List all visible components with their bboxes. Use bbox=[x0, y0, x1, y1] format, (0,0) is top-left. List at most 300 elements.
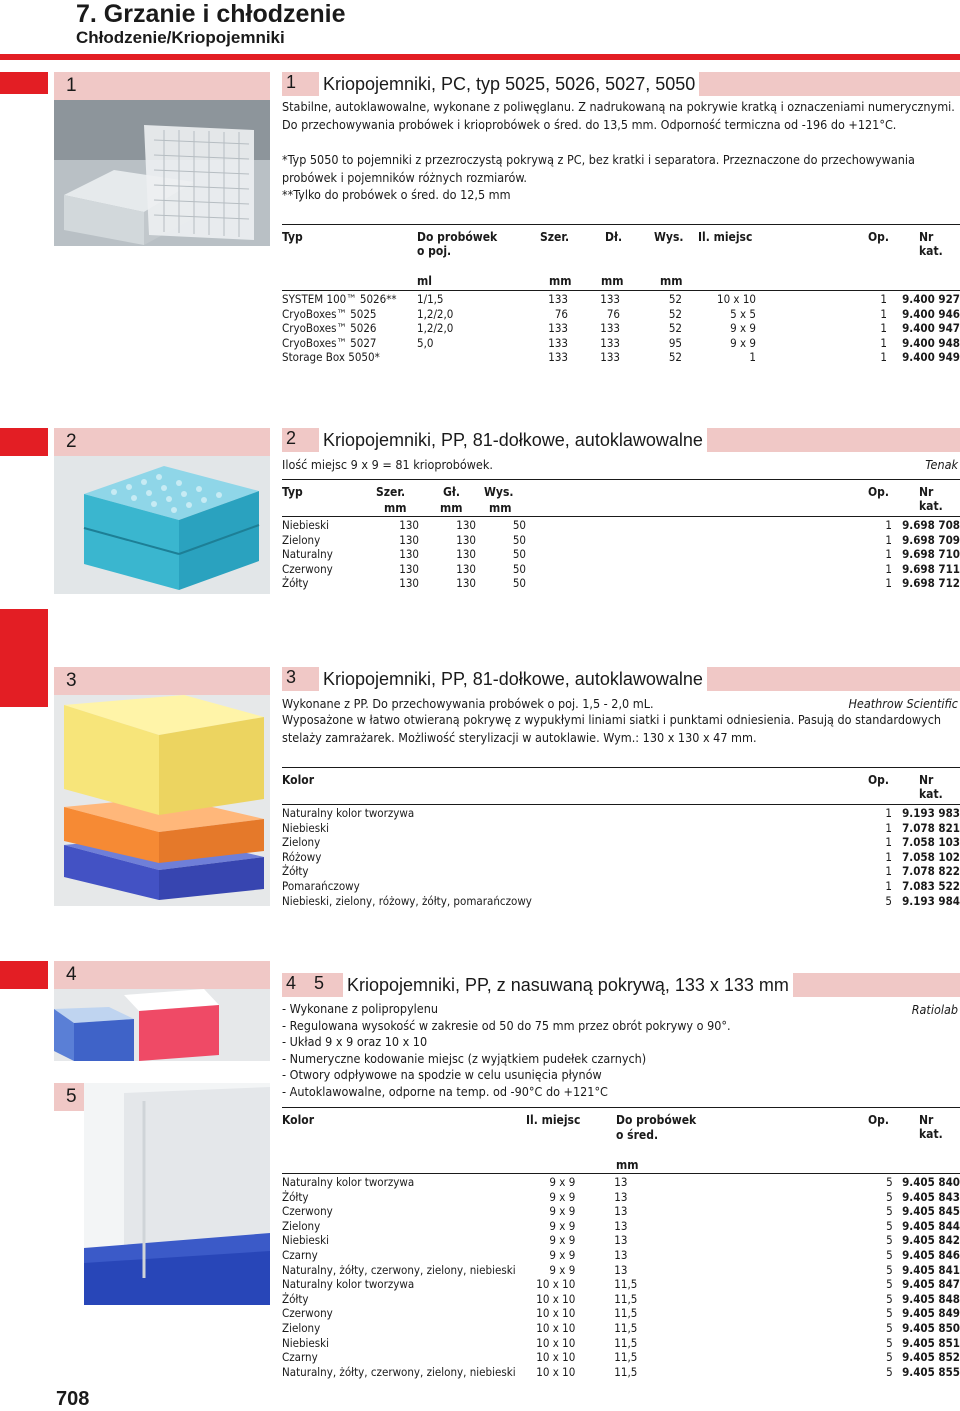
table-row bbox=[282, 1204, 960, 1219]
table-cell: 1 bbox=[885, 864, 892, 879]
table-row bbox=[282, 292, 960, 307]
table-cell: 133 bbox=[548, 335, 568, 350]
feature-item: - Numeryczne kodowanie miejsc (z wyjątkiem pudełek czarnych) bbox=[282, 1050, 647, 1066]
feature-item: - Układ 9 x 9 oraz 10 x 10 bbox=[282, 1034, 428, 1050]
section-title: Kriopojemniki, PP, 81-dołkowe, autoklawowalne bbox=[319, 667, 707, 691]
col-header-typ: Typ bbox=[282, 485, 303, 499]
table-cell: Niebieski bbox=[282, 1233, 330, 1248]
table-cell: 9.405 850 bbox=[902, 1320, 960, 1335]
table-cell: 133 bbox=[600, 321, 620, 336]
table-cell: 9.405 844 bbox=[902, 1218, 960, 1233]
description bbox=[282, 98, 960, 133]
table-cell: 7.078 822 bbox=[902, 864, 960, 879]
table-rule bbox=[282, 479, 960, 480]
table-cell: Pomarańczowy bbox=[282, 878, 360, 893]
table-cell: Niebieski bbox=[282, 518, 330, 532]
table-cell: 52 bbox=[668, 292, 682, 306]
table-cell: 7.058 103 bbox=[902, 835, 960, 850]
table-cell: 11,5 bbox=[614, 1277, 638, 1292]
table-cell: 133 bbox=[600, 292, 620, 306]
col-header-nr: Nr kat. bbox=[919, 230, 943, 258]
image-label-bar bbox=[54, 428, 270, 456]
table-row bbox=[282, 307, 960, 322]
table-rule bbox=[282, 516, 960, 517]
table-cell: Czerwony bbox=[282, 1306, 333, 1321]
table-cell: 13 bbox=[614, 1247, 628, 1262]
section-marker bbox=[0, 72, 48, 94]
table-cell: 9 x 9 bbox=[549, 1233, 576, 1248]
col-header-il-miejsc: Il. miejsc bbox=[698, 230, 753, 244]
table-cell: 10 x 10 bbox=[716, 292, 756, 306]
table-row bbox=[282, 336, 960, 351]
image-label: 1 bbox=[66, 75, 77, 96]
table-cell: 13 bbox=[614, 1175, 628, 1189]
table-cell: 13 bbox=[614, 1218, 628, 1233]
feature-item: - Autoklawowalne, odporne na temp. od -90°C do +121°C bbox=[282, 1083, 608, 1099]
table-cell: 9.400 946 bbox=[902, 306, 960, 321]
product-table bbox=[282, 806, 960, 908]
table-cell: 50 bbox=[512, 561, 526, 576]
table-cell: 5 bbox=[886, 1247, 893, 1262]
table-cell: 130 bbox=[456, 532, 476, 547]
col-header-nr: Nr kat. bbox=[919, 1113, 943, 1141]
col-header-op: Op. bbox=[868, 1113, 890, 1127]
table-cell: 1 bbox=[880, 321, 887, 336]
table-cell: 9.405 848 bbox=[902, 1291, 960, 1306]
table-cell: 1,2/2,0 bbox=[417, 321, 454, 336]
table-cell: 133 bbox=[548, 321, 568, 336]
table-cell: 9.405 842 bbox=[902, 1233, 960, 1248]
table-cell: 10 x 10 bbox=[536, 1320, 576, 1335]
section-header bbox=[282, 973, 960, 997]
table-cell: 133 bbox=[600, 350, 620, 365]
table-cell: 11,5 bbox=[614, 1350, 638, 1365]
section-number: 3 bbox=[286, 667, 297, 687]
unit-mm: mm bbox=[549, 274, 572, 288]
table-cell: Czerwony bbox=[282, 561, 333, 576]
table-cell: 9.400 949 bbox=[902, 350, 960, 365]
table-cell: 9.400 947 bbox=[902, 321, 960, 336]
table-cell: 9 x 9 bbox=[549, 1204, 576, 1219]
table-cell: 1 bbox=[885, 576, 892, 591]
product-photo bbox=[54, 989, 270, 1061]
col-header-probowek: Do probówek bbox=[417, 230, 498, 244]
table-cell: 10 x 10 bbox=[536, 1350, 576, 1365]
col-header-kolor: Kolor bbox=[282, 1113, 315, 1127]
manufacturer: Heathrow Scientific bbox=[848, 696, 958, 711]
table-cell: 130 bbox=[399, 518, 419, 532]
description bbox=[282, 711, 960, 746]
table-row bbox=[282, 350, 960, 365]
table-row bbox=[282, 1277, 960, 1292]
table-cell: 1 bbox=[880, 350, 887, 365]
table-cell: 5 bbox=[886, 1350, 893, 1365]
table-cell: 130 bbox=[456, 561, 476, 576]
table-row bbox=[282, 1306, 960, 1321]
table-cell: 1 bbox=[885, 547, 892, 562]
table-cell: 9.193 983 bbox=[902, 806, 960, 820]
table-row bbox=[282, 1175, 960, 1190]
manufacturer: Tenak bbox=[925, 457, 958, 472]
table-cell: 1 bbox=[880, 292, 887, 306]
table-cell: 5 bbox=[886, 1262, 893, 1277]
table-cell: 9.400 948 bbox=[902, 335, 960, 350]
table-row bbox=[282, 879, 960, 894]
table-row bbox=[282, 1248, 960, 1263]
table-cell: 1 bbox=[885, 820, 892, 835]
col-header-typ: Typ bbox=[282, 230, 303, 244]
table-cell: 1 bbox=[885, 835, 892, 850]
table-row bbox=[282, 821, 960, 836]
product-table bbox=[282, 518, 960, 591]
col-header-wys: Wys. bbox=[484, 485, 514, 499]
table-cell: 76 bbox=[606, 306, 620, 321]
table-cell: 5 bbox=[886, 1233, 893, 1248]
table-cell: 9.698 710 bbox=[902, 547, 960, 562]
table-row bbox=[282, 835, 960, 850]
cryobox-pp-blue-image bbox=[54, 456, 270, 594]
unit-mm: mm bbox=[440, 501, 463, 515]
unit-mm: mm bbox=[601, 274, 624, 288]
table-cell: 50 bbox=[512, 532, 526, 547]
table-cell: Naturalny, żółty, czerwony, zielony, niebieski bbox=[282, 1262, 516, 1277]
feature-item: - Otwory odpływowe na spodzie w celu usunięcia płynów bbox=[282, 1067, 602, 1083]
table-row bbox=[282, 806, 960, 821]
product-photo bbox=[54, 100, 270, 246]
table-cell: CryoBoxes™ 5025 bbox=[282, 306, 377, 321]
table-cell: Naturalny, żółty, czerwony, zielony, niebieski bbox=[282, 1364, 516, 1379]
table-cell: 1 bbox=[880, 335, 887, 350]
page-title: 7. Grzanie i chłodzenie bbox=[76, 0, 346, 28]
table-cell: Naturalny bbox=[282, 547, 333, 562]
product-table bbox=[282, 292, 960, 365]
table-cell: 130 bbox=[399, 532, 419, 547]
description-line: stelaży zamrażarek. Możliwość sterylizacji w autoklawie. Wym.: 130 x 130 x 47 mm. bbox=[282, 729, 757, 745]
col-header-sred: o śred. bbox=[616, 1128, 659, 1142]
table-cell: 1 bbox=[885, 806, 892, 820]
table-cell: 10 x 10 bbox=[536, 1291, 576, 1306]
col-header-dl: Dł. bbox=[605, 230, 623, 244]
table-cell: 133 bbox=[548, 350, 568, 365]
table-cell: 52 bbox=[668, 321, 682, 336]
table-cell: 9 x 9 bbox=[549, 1189, 576, 1204]
table-cell: 9 x 9 bbox=[549, 1262, 576, 1277]
table-cell: 9 x 9 bbox=[730, 321, 756, 336]
table-cell: 9.405 851 bbox=[902, 1335, 960, 1350]
table-cell: 9.698 712 bbox=[902, 576, 960, 591]
col-header-wys: Wys. bbox=[654, 230, 684, 244]
col-header-op: Op. bbox=[868, 773, 890, 787]
table-cell: Żółty bbox=[282, 576, 309, 591]
table-cell: Zielony bbox=[282, 532, 321, 547]
section-title: Kriopojemniki, PC, typ 5025, 5026, 5027, 5050 bbox=[319, 72, 699, 96]
chapter-tab bbox=[0, 609, 48, 707]
table-cell: CryoBoxes™ 5027 bbox=[282, 335, 377, 350]
table-cell: 9.405 841 bbox=[902, 1262, 960, 1277]
table-row bbox=[282, 518, 960, 533]
table-cell: 5,0 bbox=[417, 335, 434, 350]
table-cell: 9.698 709 bbox=[902, 532, 960, 547]
col-header-szer: Szer. bbox=[540, 230, 570, 244]
table-cell: Niebieski bbox=[282, 1335, 330, 1350]
table-rule bbox=[282, 224, 960, 225]
section-title: Kriopojemniki, PP, z nasuwaną pokrywą, 133 x 133 mm bbox=[343, 973, 793, 997]
table-row bbox=[282, 1263, 960, 1278]
header-band bbox=[0, 54, 960, 60]
table-cell: 5 bbox=[886, 1335, 893, 1350]
table-cell: Naturalny kolor tworzywa bbox=[282, 1277, 415, 1292]
table-cell: Zielony bbox=[282, 835, 321, 850]
table-cell: 130 bbox=[456, 576, 476, 591]
table-cell: 50 bbox=[512, 576, 526, 591]
section-number: 2 bbox=[286, 428, 297, 448]
table-body bbox=[282, 292, 960, 365]
table-cell: Różowy bbox=[282, 849, 322, 864]
table-cell: Zielony bbox=[282, 1320, 321, 1335]
col-header-gl: Gł. bbox=[443, 485, 460, 499]
table-cell: 1 bbox=[885, 518, 892, 532]
table-cell: 130 bbox=[456, 518, 476, 532]
manufacturer: Ratiolab bbox=[911, 1002, 958, 1017]
table-cell: 50 bbox=[512, 518, 526, 532]
table-cell: 11,5 bbox=[614, 1291, 638, 1306]
table-cell: 10 x 10 bbox=[536, 1364, 576, 1379]
table-cell: 7.078 821 bbox=[902, 820, 960, 835]
table-cell: Żółty bbox=[282, 1189, 309, 1204]
table-cell: 130 bbox=[399, 576, 419, 591]
table-cell: 9.405 845 bbox=[902, 1204, 960, 1219]
table-cell: Storage Box 5050* bbox=[282, 350, 380, 365]
table-rule bbox=[282, 1107, 960, 1108]
note-line: **Tylko do probówek o śred. do 12,5 mm bbox=[282, 187, 511, 202]
table-cell: 7.058 102 bbox=[902, 849, 960, 864]
table-cell: 10 x 10 bbox=[536, 1306, 576, 1321]
table-cell: 5 x 5 bbox=[730, 306, 756, 321]
table-cell: 9 x 9 bbox=[549, 1218, 576, 1233]
table-cell: Niebieski, zielony, różowy, żółty, pomarańczowy bbox=[282, 893, 532, 908]
table-cell: 9.405 846 bbox=[902, 1247, 960, 1262]
table-cell: 9.698 711 bbox=[902, 561, 960, 576]
table-cell: 5 bbox=[886, 1204, 893, 1219]
table-cell: 7.083 522 bbox=[902, 878, 960, 893]
unit-mm: mm bbox=[384, 501, 407, 515]
table-cell: 5 bbox=[886, 1277, 893, 1292]
table-cell: 5 bbox=[886, 1320, 893, 1335]
cryobox-pc-image bbox=[54, 100, 270, 246]
image-label: 4 bbox=[66, 964, 77, 985]
table-cell: 130 bbox=[399, 547, 419, 562]
table-cell: 13 bbox=[614, 1233, 628, 1248]
page-subtitle: Chłodzenie/Kriopojemniki bbox=[76, 28, 285, 47]
table-cell: Niebieski bbox=[282, 820, 330, 835]
table-row bbox=[282, 1336, 960, 1351]
table-cell: Czarny bbox=[282, 1247, 318, 1262]
table-cell: 5 bbox=[886, 1175, 893, 1189]
col-header-op: Op. bbox=[868, 230, 890, 244]
table-cell: 11,5 bbox=[614, 1306, 638, 1321]
table-cell: Czerwony bbox=[282, 1204, 333, 1219]
col-header-poj: o poj. bbox=[417, 244, 452, 258]
section-marker bbox=[0, 428, 48, 456]
section-number: 4 bbox=[286, 973, 297, 993]
table-cell: 9 x 9 bbox=[549, 1247, 576, 1262]
table-cell: 5 bbox=[886, 1364, 893, 1379]
table-cell: 9 x 9 bbox=[549, 1175, 576, 1189]
table-cell: 130 bbox=[456, 547, 476, 562]
col-header-nr: Nr kat. bbox=[919, 773, 943, 801]
cryobox-stack-image bbox=[54, 695, 270, 906]
table-cell: 10 x 10 bbox=[536, 1277, 576, 1292]
table-cell: SYSTEM 100™ 5026** bbox=[282, 292, 397, 306]
table-row bbox=[282, 1190, 960, 1205]
table-cell: CryoBoxes™ 5026 bbox=[282, 321, 377, 336]
table-row bbox=[282, 1350, 960, 1365]
description-line: Do przechowywania probówek i krioprobówek o śred. do 13,5 mm. Odporność termiczna od -196 do +121°C. bbox=[282, 116, 897, 132]
table-cell: 9.193 984 bbox=[902, 893, 960, 908]
cryobox-slide-lid-image bbox=[54, 989, 270, 1061]
table-cell: 10 x 10 bbox=[536, 1335, 576, 1350]
table-cell: 9 x 9 bbox=[730, 335, 756, 350]
table-cell: Naturalny kolor tworzywa bbox=[282, 806, 415, 820]
table-cell: 5 bbox=[886, 1306, 893, 1321]
description-line: Wykonane z PP. Do przechowywania probówek o poj. 1,5 - 2,0 mL. bbox=[282, 696, 654, 711]
table-row bbox=[282, 321, 960, 336]
unit-mm: mm bbox=[616, 1158, 639, 1172]
table-row bbox=[282, 1292, 960, 1307]
col-header-op: Op. bbox=[868, 485, 890, 499]
table-row bbox=[282, 864, 960, 879]
cryobox-detail-image bbox=[84, 1083, 270, 1305]
product-photo bbox=[54, 456, 270, 594]
table-cell: 1,2/2,0 bbox=[417, 306, 454, 321]
table-cell: 11,5 bbox=[614, 1335, 638, 1350]
table-rule bbox=[282, 1173, 960, 1174]
table-cell: 1 bbox=[885, 532, 892, 547]
table-cell: 1 bbox=[880, 306, 887, 321]
table-cell: 9.405 855 bbox=[902, 1364, 960, 1379]
unit-ml: ml bbox=[417, 274, 432, 288]
feature-list bbox=[282, 1001, 882, 1101]
table-cell: 9.698 708 bbox=[902, 518, 960, 532]
table-cell: Naturalny kolor tworzywa bbox=[282, 1175, 415, 1189]
table-rule bbox=[282, 767, 960, 768]
col-header-nr: Nr kat. bbox=[919, 485, 943, 513]
table-cell: Zielony bbox=[282, 1218, 321, 1233]
section-header bbox=[282, 72, 960, 96]
table-cell: 5 bbox=[886, 1189, 893, 1204]
table-cell: 9.405 852 bbox=[902, 1350, 960, 1365]
description-line: Wyposażone w łatwo otwieraną pokrywę z wypukłymi liniami siatki i punktami odniesienia. Pasują do standardowych bbox=[282, 712, 942, 727]
table-cell: 130 bbox=[399, 561, 419, 576]
image-label: 2 bbox=[66, 431, 77, 452]
table-cell: Czarny bbox=[282, 1350, 318, 1365]
table-rule bbox=[282, 804, 960, 805]
table-body bbox=[282, 806, 960, 908]
table-cell: 9.405 847 bbox=[902, 1277, 960, 1292]
table-row bbox=[282, 1219, 960, 1234]
product-photo bbox=[84, 1083, 270, 1305]
table-row bbox=[282, 562, 960, 577]
page-number: 708 bbox=[56, 1388, 90, 1410]
feature-item: - Wykonane z polipropylenu bbox=[282, 1001, 438, 1016]
image-label-bar bbox=[54, 667, 270, 695]
section-number: 1 bbox=[286, 72, 297, 92]
table-row bbox=[282, 1233, 960, 1248]
product-table bbox=[282, 1175, 960, 1379]
unit-mm: mm bbox=[489, 501, 512, 515]
image-label: 3 bbox=[66, 670, 77, 691]
table-row bbox=[282, 533, 960, 548]
table-row bbox=[282, 850, 960, 865]
table-cell: 133 bbox=[600, 335, 620, 350]
unit-mm: mm bbox=[660, 274, 683, 288]
note-line: probówek i pojemników różnych rozmiarów. bbox=[282, 169, 528, 185]
col-header-kolor: Kolor bbox=[282, 773, 315, 787]
table-cell: 9.405 840 bbox=[902, 1175, 960, 1189]
table-cell: 13 bbox=[614, 1204, 628, 1219]
table-cell: 95 bbox=[668, 335, 682, 350]
table-cell: 9.405 843 bbox=[902, 1189, 960, 1204]
col-header-il-miejsc: Il. miejsc bbox=[526, 1113, 581, 1127]
description: Ilość miejsc 9 x 9 = 81 krioprobówek. bbox=[282, 457, 493, 472]
image-label-bar bbox=[54, 961, 270, 989]
table-cell: Żółty bbox=[282, 1291, 309, 1306]
section-header bbox=[282, 667, 960, 691]
table-cell: 11,5 bbox=[614, 1364, 638, 1379]
table-row bbox=[282, 576, 960, 591]
note-line: *Typ 5050 to pojemniki z przezroczystą pokrywą z PC, bez kratki i separatora. Przeznaczone do przechowywania bbox=[282, 152, 915, 167]
section-number: 5 bbox=[314, 973, 325, 993]
table-row bbox=[282, 547, 960, 562]
table-rule bbox=[282, 290, 960, 291]
table-cell: Żółty bbox=[282, 864, 309, 879]
table-row bbox=[282, 1321, 960, 1336]
table-cell: 9.400 927 bbox=[902, 292, 960, 306]
table-cell: 1 bbox=[885, 849, 892, 864]
table-body bbox=[282, 518, 960, 591]
table-body bbox=[282, 1175, 960, 1379]
table-cell bbox=[417, 350, 522, 365]
table-cell: 76 bbox=[554, 306, 568, 321]
table-cell: 5 bbox=[886, 1218, 893, 1233]
product-photo bbox=[54, 695, 270, 906]
feature-item: - Regulowana wysokość w zakresie od 50 do 75 mm przez obrót pokrywy o 90°. bbox=[282, 1017, 731, 1033]
table-cell: 52 bbox=[668, 350, 682, 365]
table-cell: 1 bbox=[749, 350, 756, 365]
table-cell: 1/1,5 bbox=[417, 292, 444, 306]
table-cell: 1 bbox=[885, 878, 892, 893]
image-label: 5 bbox=[66, 1086, 77, 1107]
section-marker bbox=[0, 961, 48, 989]
table-cell: 5 bbox=[885, 893, 892, 908]
table-row bbox=[282, 1365, 960, 1380]
col-header-szer: Szer. bbox=[376, 485, 406, 499]
table-cell: 9.405 849 bbox=[902, 1306, 960, 1321]
table-cell: 5 bbox=[886, 1291, 893, 1306]
notes bbox=[282, 151, 960, 204]
description-line: Stabilne, autoklawowalne, wykonane z poliwęglanu. Z nadrukowaną na pokrywie kratką i oznaczeniami numerycznymi. bbox=[282, 99, 955, 114]
table-cell: 13 bbox=[614, 1262, 628, 1277]
table-cell: 11,5 bbox=[614, 1320, 638, 1335]
table-cell: 52 bbox=[668, 306, 682, 321]
section-title: Kriopojemniki, PP, 81-dołkowe, autoklawowalne bbox=[319, 428, 707, 452]
image-label-bar bbox=[54, 72, 270, 100]
col-header-probowek: Do probówek bbox=[616, 1113, 697, 1127]
table-cell: 133 bbox=[548, 292, 568, 306]
table-cell: 50 bbox=[512, 547, 526, 562]
table-row bbox=[282, 894, 960, 909]
table-cell: 1 bbox=[885, 561, 892, 576]
